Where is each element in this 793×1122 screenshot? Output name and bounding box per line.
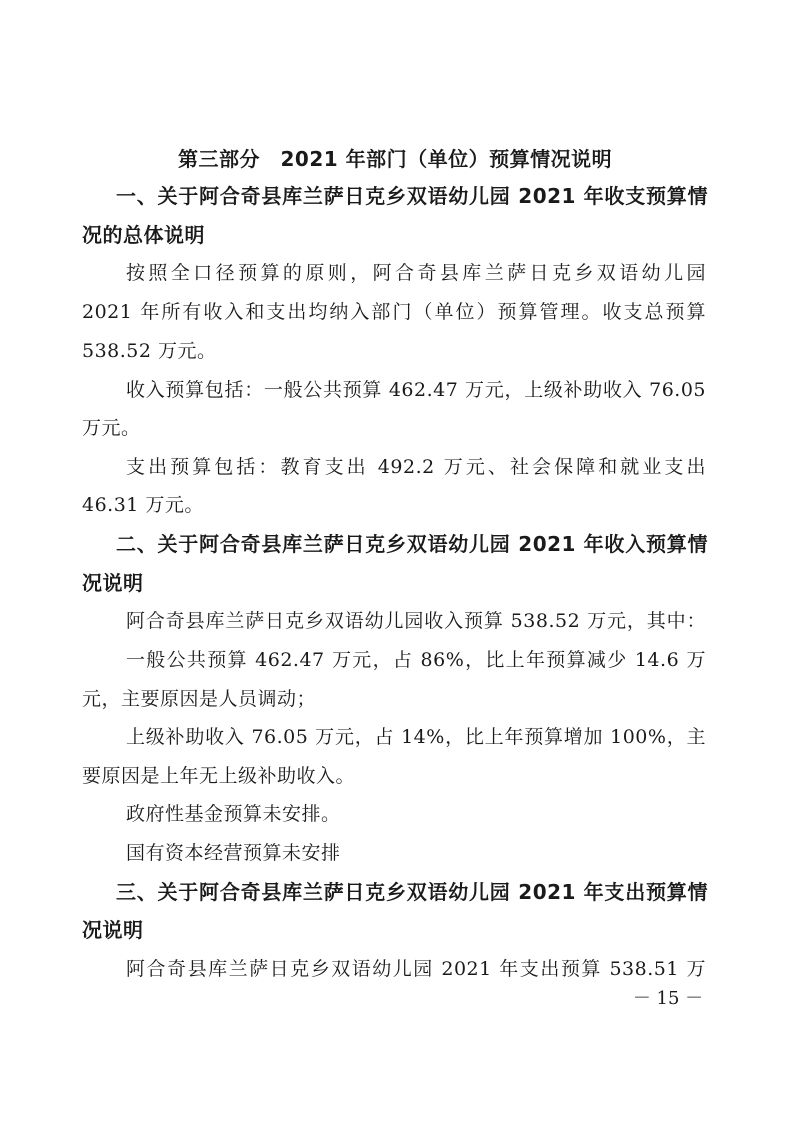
- section-2-paragraph-4-line-1: 政府性基金预算未安排。: [126, 803, 341, 825]
- section-2-heading-line-1: 二、关于阿合奇县库兰萨日克乡双语幼儿园 2021 年收入预算情: [116, 532, 708, 556]
- section-3-heading-line-2: 况说明: [82, 918, 144, 942]
- section-1-paragraph-3-line-1: 支出预算包括：教育支出 492.2 万元、社会保障和就业支出: [126, 456, 706, 478]
- section-1-paragraph-2-line-2: 万元。: [82, 417, 141, 439]
- section-3-paragraph-1-line-1: 阿合奇县库兰萨日克乡双语幼儿园 2021 年支出预算 538.51 万: [126, 958, 706, 980]
- section-2-paragraph-3-line-1: 上级补助收入 76.05 万元，占 14%，比上年预算增加 100%，主: [126, 726, 706, 748]
- section-3-heading-line-1: 三、关于阿合奇县库兰萨日克乡双语幼儿园 2021 年支出预算情: [116, 880, 708, 904]
- section-1-paragraph-1-line-3: 538.52 万元。: [82, 340, 217, 362]
- section-1-paragraph-2-line-1: 收入预算包括：一般公共预算 462.47 万元，上级补助收入 76.05: [126, 379, 706, 401]
- section-1-paragraph-1-line-2: 2021 年所有收入和支出均纳入部门（单位）预算管理。收支总预算: [82, 301, 706, 323]
- section-2-paragraph-1-line-1: 阿合奇县库兰萨日克乡双语幼儿园收入预算 538.52 万元，其中：: [126, 610, 706, 632]
- section-2-paragraph-5-line-1: 国有资本经营预算未安排: [126, 842, 341, 864]
- section-2-heading-line-2: 况说明: [82, 571, 144, 595]
- section-2-paragraph-2-line-2: 元，主要原因是人员调动；: [82, 688, 317, 710]
- page-number: － 15 －: [632, 988, 704, 1009]
- section-1-heading-line-1: 一、关于阿合奇县库兰萨日克乡双语幼儿园 2021 年收支预算情: [116, 184, 708, 208]
- section-1-heading-line-2: 况的总体说明: [82, 223, 205, 247]
- page-title: 第三部分 2021 年部门（单位）预算情况说明: [178, 147, 613, 171]
- section-1-paragraph-3-line-2: 46.31 万元。: [82, 494, 204, 516]
- section-1-paragraph-1-line-1: 按照全口径预算的原则，阿合奇县库兰萨日克乡双语幼儿园: [126, 262, 706, 284]
- section-2-paragraph-2-line-1: 一般公共预算 462.47 万元，占 86%，比上年预算减少 14.6 万: [126, 649, 706, 671]
- section-2-paragraph-3-line-2: 要原因是上年无上级补助收入。: [82, 765, 356, 787]
